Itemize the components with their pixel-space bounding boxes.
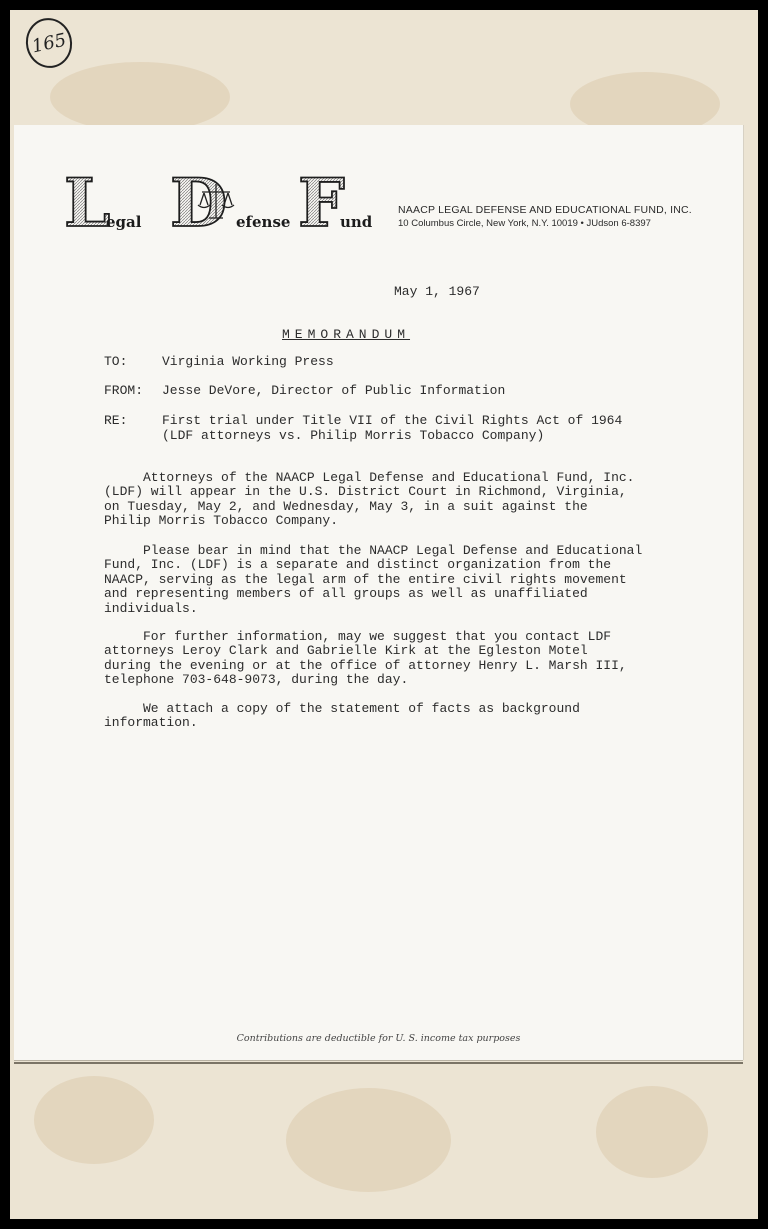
- to-label: TO:: [104, 354, 128, 369]
- letter-sheet: [14, 125, 743, 1060]
- re-line-1: First trial under Title VII of the Civil Rights Act of 1964: [162, 413, 623, 428]
- sheet-bottom-edge: [14, 1062, 743, 1064]
- from-value: Jesse DeVore, Director of Public Information: [162, 383, 506, 398]
- organization-address: 10 Columbus Circle, New York, N.Y. 10019 • JUdson 6-8397: [398, 218, 651, 229]
- body-paragraph-3: For further information, may we suggest that you contact LDF attorneys Leroy Clark and Gabrielle Kirk at the Egleston Motel during the evening or at the office of attorney Henry L. Marsh III, telephone 703-648-9073, during the day.: [104, 629, 627, 688]
- logo-word-fund: und: [340, 213, 373, 231]
- memo-title: MEMORANDUM: [282, 327, 411, 342]
- paper-stain: [50, 62, 230, 132]
- organization-name: NAACP LEGAL DEFENSE AND EDUCATIONAL FUND, INC.: [398, 204, 692, 216]
- paper-stain: [596, 1086, 708, 1178]
- page-number: 165: [21, 14, 76, 72]
- paper-stain: [286, 1088, 451, 1192]
- to-value: Virginia Working Press: [162, 354, 334, 369]
- logo-letter-f: F: [298, 170, 345, 240]
- logo-word-defense: efense: [236, 213, 291, 231]
- tax-deduction-note: Contributions are deductible for U. S. income tax purposes: [236, 1033, 521, 1044]
- scanned-page: [10, 10, 758, 1219]
- logo-letter-d: D: [170, 170, 228, 240]
- re-label: RE:: [104, 413, 128, 428]
- logo-letter-l: L: [64, 170, 111, 240]
- ldf-logo: [62, 170, 392, 240]
- re-line-2: (LDF attorneys vs. Philip Morris Tobacco Company): [162, 428, 545, 443]
- body-paragraph-2: Please bear in mind that the NAACP Legal Defense and Educational Fund, Inc. (LDF) is a separate and distinct organization from the NAACP, serving as the legal arm of the entire civil rights movement and representing members of all groups as well as unaffiliated individuals.: [104, 543, 643, 616]
- from-label: FROM:: [104, 383, 144, 398]
- body-paragraph-1: Attorneys of the NAACP Legal Defense and Educational Fund, Inc. (LDF) will appear in the U.S. District Court in Richmond, Virginia, on Tuesday, May 2, and Wednesday, May 3, in a suit against the Philip Morris Tobacco Company.: [104, 470, 635, 529]
- letterhead: [62, 170, 742, 240]
- memo-date: May 1, 1967: [394, 284, 480, 299]
- paper-stain: [34, 1076, 154, 1164]
- logo-word-legal: egal: [106, 213, 142, 231]
- organization-details: [398, 204, 692, 230]
- body-paragraph-4: We attach a copy of the statement of facts as background information.: [104, 701, 580, 731]
